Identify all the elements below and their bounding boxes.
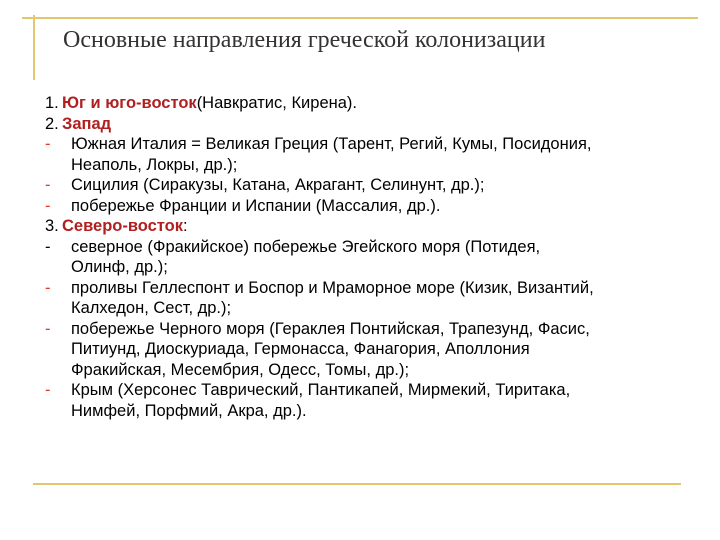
list-item-text: северное (Фракийское) побережье Эгейского моря (Потидея, [71, 237, 541, 256]
west-list [45, 134, 695, 216]
list-item-line [45, 380, 695, 401]
list-item-line [45, 134, 695, 155]
list-item [45, 380, 695, 421]
list-item-text: Питиунд, Диоскуриада, Гермонасса, Фанагория, Аполлония [71, 340, 530, 358]
list-item [45, 196, 695, 217]
bullet-dash: - [45, 176, 51, 194]
list-item-continuation [45, 298, 695, 319]
slide-body [45, 93, 695, 421]
list-item-text: Крым (Херсонес Таврический, Пантикапей, Мирмекий, Тиритака, [71, 381, 571, 399]
top-rule [22, 17, 698, 19]
list-item-continuation [45, 155, 695, 176]
bottom-rule [33, 483, 681, 485]
section-heading: Запад [62, 114, 112, 133]
section-2 [45, 114, 695, 135]
list-item-text: побережье Черного моря (Гераклея Понтийская, Трапезунд, Фасис, [71, 319, 590, 338]
bullet-dash: - [45, 135, 51, 153]
list-item [45, 237, 695, 278]
section-3 [45, 216, 695, 237]
list-item [45, 175, 695, 196]
section-number: 1. [45, 94, 59, 112]
northeast-list [45, 237, 695, 422]
bullet-dash: - [45, 381, 51, 399]
list-item-continuation [45, 257, 695, 278]
list-item-line [45, 319, 695, 340]
list-item-text: Фракийская, Месембрия, Одесс, Томы, др.); [71, 360, 410, 379]
slide-title: Основные направления греческой колонизации [63, 27, 546, 53]
left-rule [33, 15, 35, 80]
list-item-text: Сицилия (Сиракузы, Катана, Акрагант, Селинунт, др.); [71, 176, 485, 194]
section-1 [45, 93, 695, 114]
list-item-line [45, 278, 695, 299]
section-text: : [183, 217, 188, 235]
bullet-dash: - [45, 237, 51, 256]
list-item-text: Калхедон, Сест, др.); [71, 299, 232, 317]
list-item-text: Олинф, др.); [71, 258, 168, 276]
list-item-line [45, 175, 695, 196]
list-item-continuation [45, 339, 695, 360]
list-item-text: проливы Геллеспонт и Боспор и Мраморное море (Кизик, Византий, [71, 278, 594, 297]
section-heading: Северо-восток [62, 217, 184, 235]
section-text: (Навкратис, Кирена). [196, 94, 357, 112]
section-heading: Юг и юго-восток [62, 94, 197, 112]
bullet-dash: - [45, 278, 51, 297]
list-item [45, 134, 695, 175]
list-item-text: Нимфей, Порфмий, Акра, др.). [71, 401, 307, 420]
list-item-continuation [45, 401, 695, 422]
bullet-dash: - [45, 319, 51, 338]
section-number: 3. [45, 217, 59, 235]
list-item-continuation [45, 360, 695, 381]
list-item-line [45, 196, 695, 217]
list-item-line [45, 237, 695, 258]
list-item-text: Южная Италия = Великая Греция (Тарент, Регий, Кумы, Посидония, [71, 135, 592, 153]
list-item-text: побережье Франции и Испании (Массалия, др.). [71, 196, 441, 215]
bullet-dash: - [45, 196, 51, 215]
list-item [45, 278, 695, 319]
list-item-text: Неаполь, Локры, др.); [71, 155, 238, 174]
list-item [45, 319, 695, 381]
section-number: 2. [45, 114, 59, 133]
